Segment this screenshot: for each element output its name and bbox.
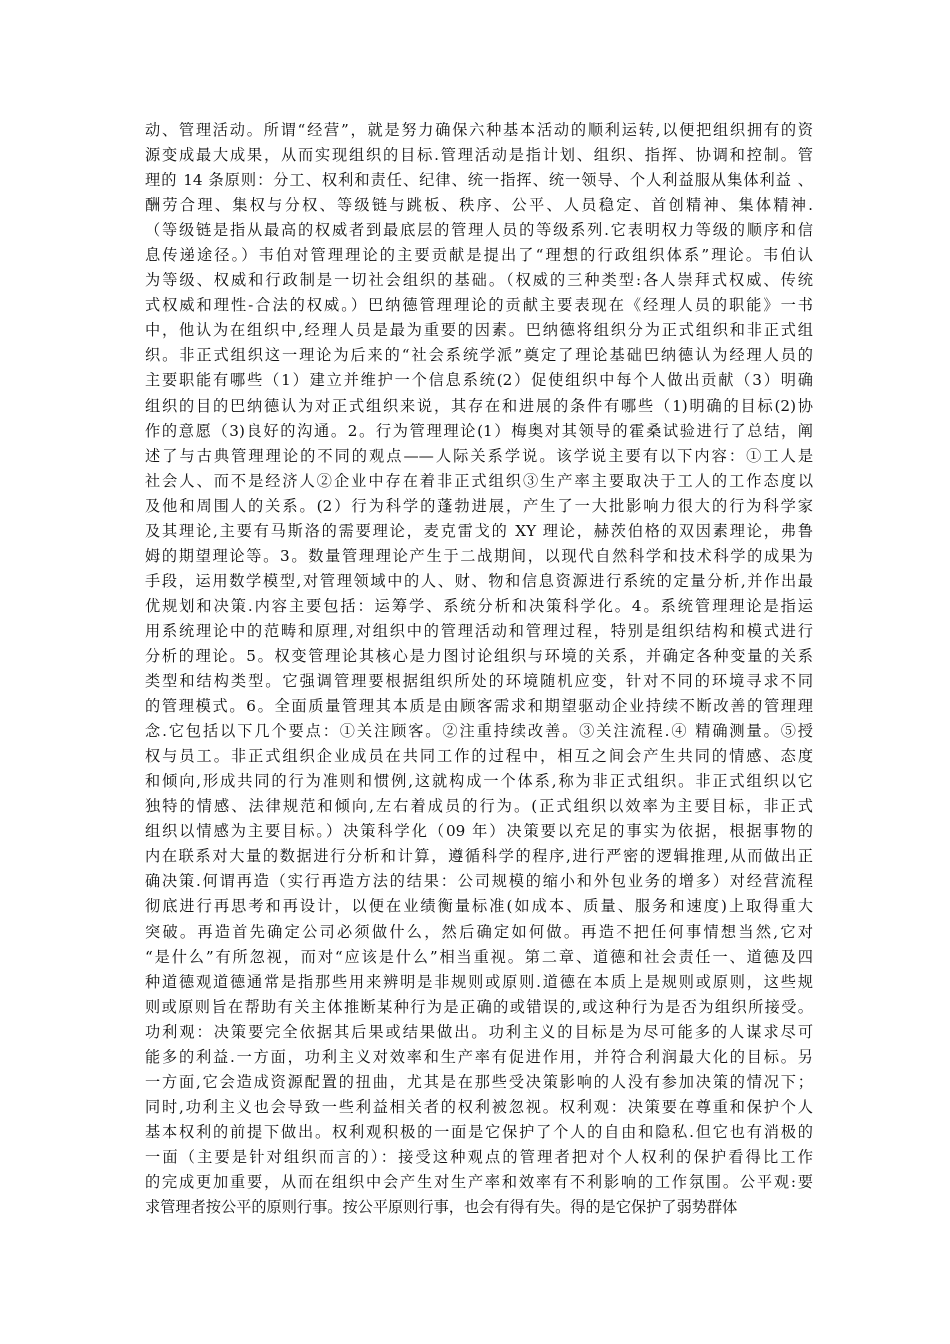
text-line: 一面（主要是针对组织而言的）：接受这种观点的管理者把对个人权利的保护看得比工作 [145, 1147, 813, 1166]
text-line: 式权威和理性-合法的权威。）巴纳德管理理论的贡献主要表现在《经理人员的职能》一书 [145, 296, 813, 315]
text-line: 独特的情感、法律规范和倾向,左右着成员的行为。(正式组织以效率为主要目标，非正式 [145, 797, 813, 816]
text-line: 和倾向,形成共同的行为准则和惯例,这就构成一个体系,称为非正式组织。非正式组织以它 [145, 772, 813, 791]
text-line: 织。非正式组织这一理论为后来的“社会系统学派”奠定了理论基础巴纳德认为经理人员的 [145, 346, 813, 365]
text-line: 功利观：决策要完全依据其后果或结果做出。功利主义的目标是为尽可能多的人谋求尽可 [145, 1022, 813, 1041]
text-line: 姆的期望理论等。3。数量管理理论产生于二战期间，以现代自然科学和技术科学的成果为 [145, 546, 813, 565]
text-line: 种道德观道德通常是指那些用来辨明是非规则或原则.道德在本质上是规则或原则，这些规 [145, 972, 813, 991]
text-line: 用系统理论中的范畴和原理,对组织中的管理活动和管理过程，特别是组织结构和模式进行 [145, 621, 813, 640]
text-line: 述了与古典管理理论的不同的观点——人际关系学说。该学说主要有以下内容：①工人是 [145, 446, 813, 465]
text-line: 息传递途径。）韦伯对管理理论的主要贡献是提出了“理想的行政组织体系”理论。韦伯认 [145, 246, 813, 265]
text-line: 为等级、权威和行政制是一切社会组织的基础。（权威的三种类型:各人崇拜式权威、传统 [145, 271, 813, 290]
text-line: 优规划和决策.内容主要包括：运筹学、系统分析和决策科学化。4。系统管理理论是指运 [145, 596, 813, 615]
text-line: （等级链是指从最高的权威者到最底层的管理人员的等级系列.它表明权力等级的顺序和信 [145, 221, 813, 240]
text-line: 组织的目的巴纳德认为对正式组织来说，其存在和进展的条件有哪些（1)明确的目标(2)协 [145, 396, 813, 415]
text-line: 类型和结构类型。它强调管理要根据组织所处的环境随机应变，针对不同的环境寻求不同 [145, 672, 813, 691]
text-line: 及其理论,主要有马斯洛的需要理论，麦克雷戈的 XY 理论，赫茨伯格的双因素理论，弗鲁 [145, 521, 813, 540]
text-line: 中，他认为在组织中,经理人员是最为重要的因素。巴纳德将组织分为正式组织和非正式组 [145, 321, 813, 340]
text-line: 权与员工。非正式组织企业成员在共同工作的过程中，相互之间会产生共同的情感、态度 [145, 747, 813, 766]
text-line: 念.它包括以下几个要点：①关注顾客。②注重持续改善。③关注流程.④ 精确测量。⑤授 [145, 722, 813, 741]
text-line: 动、管理活动。所谓“经营”，就是努力确保六种基本活动的顺利运转,以便把组织拥有的资 [145, 121, 813, 139]
text-line: “是什么”有所忽视，而对“应该是什么”相当重视。第二章、道德和社会责任一、道德及四 [145, 947, 813, 966]
text-line: 主要职能有哪些（1）建立并维护一个信息系统(2）促使组织中每个人做出贡献（3）明确 [145, 371, 813, 390]
text-line: 同时,功利主义也会导致一些利益相关者的权利被忽视。权利观：决策要在尊重和保护个人 [145, 1097, 813, 1116]
text-line: 的完成更加重要，从而在组织中会产生对生产率和效率有不利影响的工作氛围。公平观:要 [145, 1172, 813, 1191]
text-line: 确决策.何谓再造（实行再造方法的结果：公司规模的缩小和外包业务的增多）对经营流程 [145, 872, 813, 891]
text-line: 一方面,它会造成资源配置的扭曲，尤其是在那些受决策影响的人没有参加决策的情况下； [145, 1072, 813, 1091]
text-line: 源变成最大成果，从而实现组织的目标.管理活动是指计划、组织、指挥、协调和控制。管 [145, 146, 813, 165]
text-line: 社会人、而不是经济人②企业中存在着非正式组织③生产率主要取决于工人的工作态度以 [145, 471, 813, 490]
text-line: 作的意愿（3)良好的沟通。2。行为管理理论(1）梅奥对其领导的霍桑试验进行了总结，阐 [145, 421, 813, 440]
text-line: 组织以情感为主要目标。）决策科学化（09 年）决策要以充足的事实为依据，根据事物的 [145, 822, 813, 841]
text-line: 能多的利益.一方面，功利主义对效率和生产率有促进作用，并符合利润最大化的目标。另 [145, 1047, 813, 1066]
text-line: 则或原则旨在帮助有关主体推断某种行为是正确的或错误的,或这种行为是否为组织所接受。 [145, 997, 813, 1016]
text-line: 及他和周围人的关系。(2）行为科学的蓬勃进展，产生了一大批影响力很大的行为科学家 [145, 496, 813, 515]
text-line: 手段，运用数学模型,对管理领域中的人、财、物和信息资源进行系统的定量分析,并作出最 [145, 571, 813, 590]
text-line: 基本权利的前提下做出。权利观积极的一面是它保护了个人的自由和隐私.但它也有消极的 [145, 1122, 813, 1141]
text-line: 彻底进行再思考和再设计，以便在业绩衡量标准(如成本、质量、服务和速度)上取得重大 [145, 897, 813, 916]
text-line: 突破。再造首先确定公司必须做什么，然后确定如何做。再造不把任何事情想当然,它对 [145, 922, 813, 941]
text-line: 的管理模式。6。全面质量管理其本质是由顾客需求和期望驱动企业持续不断改善的管理理 [145, 697, 813, 716]
body-text [145, 118, 813, 1220]
text-line: 理的 14 条原则：分工、权利和责任、纪律、统一指挥、统一领导、个人利益服从集体利益 、 [145, 171, 813, 190]
text-line: 酬劳合理、集权与分权、等级链与跳板、秩序、公平、人员稳定、首创精神、集体精神. [145, 196, 813, 215]
text-line: 求管理者按公平的原则行事。按公平原则行事，也会有得有失。得的是它保护了弱势群体 [145, 1198, 738, 1217]
text-line: 内在联系对大量的数据进行分析和计算，遵循科学的程序,进行严密的逻辑推理,从而做出正 [145, 847, 813, 866]
text-line: 分析的理论。5。权变管理论其核心是力图讨论组织与环境的关系，并确定各种变量的关系 [145, 646, 813, 665]
